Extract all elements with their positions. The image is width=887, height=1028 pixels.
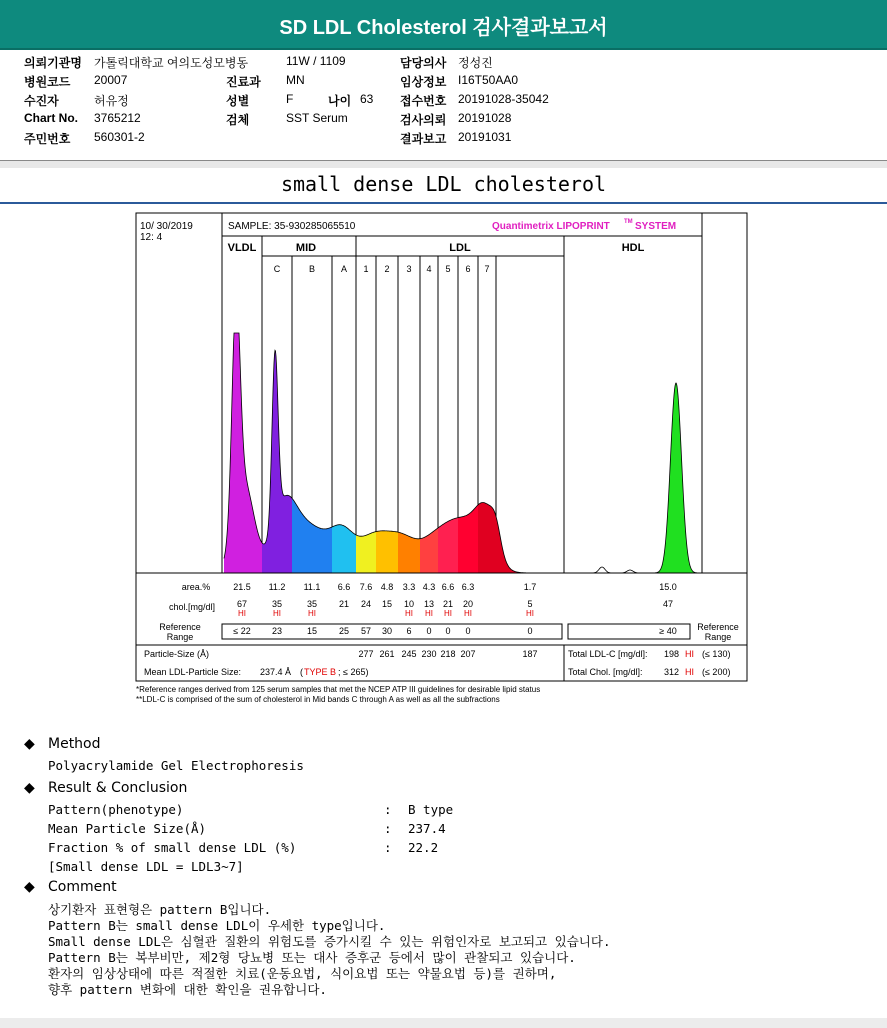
band-area-l1 [356,532,376,573]
clinical-label: 임상정보 [400,75,447,89]
band-label-A: A [340,264,348,274]
size-value-6: 207 [460,649,476,659]
ref-value-6: 0 [465,626,471,636]
area-value-7: 1.7 [523,582,537,592]
region-label-hdl: HDL [621,242,645,254]
chart-frame [136,213,747,681]
chart-brand: Quantimetrix LIPOPRINT [492,221,610,232]
area-value-VLDL: 21.5 [233,582,251,592]
band-label-4: 4 [426,264,432,274]
total-ldl-ref: (≤ 130) [702,649,731,659]
region-label-vldl: VLDL [227,242,257,254]
size-value-5: 218 [440,649,456,659]
request-label: 검사의뢰 [400,113,447,127]
specimen-label: 검체 [226,113,250,127]
comment-title: Comment [48,879,117,895]
code-value: 20007 [94,73,128,87]
region-label-ldl: LDL [449,242,471,254]
row-label-particle: Particle-Size (Å) [144,649,210,659]
mean-size-ref: ; ≤ 265) [338,667,369,677]
ref-right-label-1: Reference [697,622,739,632]
total-chol-label: Total Chol. [mg/dl]: [568,667,643,677]
result-label-1: Mean Particle Size(Å) [48,821,207,836]
area-value-2: 4.8 [380,582,394,592]
age-value: 63 [360,92,374,106]
area-value-6: 6.3 [461,582,475,592]
chol-value-6: 20 [462,599,474,609]
report-subtitle: small dense LDL cholesterol [280,172,607,196]
area-value-HDL: 15.0 [659,582,677,592]
row-label-chol: chol.[mg/dl] [168,602,216,612]
age-label: 나이 [328,94,352,108]
total-chol-flag: HI [685,667,694,677]
info-divider [0,160,887,168]
ref-value-C: 23 [271,626,283,636]
result-sep-0: : [384,802,392,817]
size-value-4: 230 [421,649,437,659]
mean-size-paren: ( [300,667,303,677]
mean-size-value: 237.4 Å [260,667,292,677]
size-value-3: 245 [401,649,417,659]
chol-value-A: 21 [338,599,350,609]
chart-sample: SAMPLE: 35-930285065510 [228,221,356,232]
total-ldl-flag: HI [685,649,694,659]
ref-value-HDL: ≥ 40 [659,626,677,636]
chart-no-label: Chart No. [24,111,78,125]
band-area-l2 [376,531,398,573]
diamond-bullet-icon: ◆ [24,736,35,752]
row-label-reference: Reference [159,622,201,632]
result-sep-2: : [384,840,392,855]
lipoprint-chart [134,210,750,710]
chol-flag-7: HI [526,609,534,618]
chol-value-2: 15 [381,599,393,609]
chol-flag-3: HI [405,609,413,618]
ref-value-A: 25 [338,626,350,636]
result-sep-1: : [384,821,392,836]
subtitle-divider [0,202,887,204]
comment-line-2: Small dense LDL은 심혈관 질환의 위험도를 증가시킬 수 있는 위험인자로 보고되고 있습니다. [48,934,611,949]
band-label-6: 6 [465,264,471,274]
chol-value-3: 10 [403,599,415,609]
chol-value-VLDL: 67 [236,599,248,609]
diamond-bullet-icon: ◆ [24,879,35,895]
area-value-3: 3.3 [402,582,416,592]
total-chol-value: 312 [664,667,680,677]
band-label-1: 1 [363,264,369,274]
ward-value: 11W / 1109 [286,54,346,68]
id-label: 주민번호 [24,132,71,146]
request-value: 20191028 [458,111,512,125]
footer-bar [0,1018,887,1028]
comment-line-4: 환자의 임상상태에 따른 적절한 치료(운동요법, 식이요법 또는 약물요법 등)를 권하며, [48,966,557,981]
chol-value-7: 5 [527,599,533,609]
lipoprint-svg [134,210,750,710]
chart-footnote-2: **LDL-C is comprised of the sum of cholesterol in Mid bands C through A as well as all the subfractions [136,695,500,704]
ref-value-3: 6 [406,626,412,636]
chol-value-4: 13 [423,599,435,609]
receipt-label: 접수번호 [400,94,447,108]
code-label: 병원코드 [24,75,71,89]
band-label-C: C [273,264,281,274]
patient-value: 허유정 [94,94,129,108]
result-note: [Small dense LDL = LDL3~7] [48,859,244,874]
clinical-value: I16T50AA0 [458,73,519,87]
sex-value: F [286,92,294,106]
specimen-value: SST Serum [286,111,348,125]
mean-size-type: TYPE B [304,667,337,677]
row-label-mean: Mean LDL-Particle Size: [144,667,242,677]
diamond-bullet-icon: ◆ [24,780,35,796]
chol-flag-5: HI [444,609,452,618]
chart-brand-tm: TM [624,219,633,225]
chol-flag-6: HI [464,609,472,618]
result-label-2: Fraction % of small dense LDL (%) [48,840,297,855]
result-value-1: 237.4 [408,821,446,836]
ref-value-5: 0 [445,626,451,636]
row-label-area: area.% [181,582,211,592]
hospital-label: 의뢰기관명 [24,56,82,70]
total-ldl-value: 198 [664,649,680,659]
size-value-7: 187 [522,649,538,659]
band-label-B: B [308,264,316,274]
report-title: SD LDL Cholesterol 검사결과보고서 [279,17,608,39]
sex-label: 성별 [226,94,250,108]
total-chol-ref: (≤ 200) [702,667,731,677]
comment-line-5: 향후 pattern 변화에 대한 확인을 권유합니다. [48,982,327,997]
chol-value-B: 35 [306,599,318,609]
method-title: Method [48,736,101,752]
comment-heading [24,879,117,895]
area-value-5: 6.6 [441,582,455,592]
patient-label: 수진자 [24,94,59,108]
chol-value-HDL: 47 [662,599,674,609]
band-label-2: 2 [384,264,390,274]
band-label-3: 3 [406,264,412,274]
area-value-C: 11.2 [268,582,286,592]
chol-flag-VLDL: HI [238,609,246,618]
row-label-range: Range [166,632,194,642]
dept-label: 진료과 [226,75,261,89]
comment-line-0: 상기환자 표현형은 pattern B입니다. [48,902,272,917]
comment-line-1: Pattern B는 small dense LDL이 우세한 type입니다. [48,918,386,933]
ref-value-7: 0 [527,626,533,636]
doctor-label: 담당의사 [400,56,447,70]
chol-value-1: 24 [360,599,372,609]
report-date-label: 결과보고 [400,132,447,146]
result-value-0: B type [408,802,454,817]
chart-brand-suffix: SYSTEM [635,221,677,232]
dept-value: MN [286,73,305,87]
comment-line-3: Pattern B는 복부비만, 제2형 당뇨병 또는 대사 증후군 등에서 많이 관찰되고 있습니다. [48,950,576,965]
doctor-value: 정성진 [458,56,493,70]
ref-value-1: 57 [360,626,372,636]
area-value-B: 11.1 [303,582,321,592]
area-value-A: 6.6 [337,582,351,592]
id-value: 560301-2 [94,130,145,144]
hospital-value: 가톨릭대학교 여의도성모병동 [94,56,249,70]
size-value-1: 277 [358,649,374,659]
chol-value-5: 21 [442,599,454,609]
chol-value-C: 35 [271,599,283,609]
area-value-1: 7.6 [359,582,373,592]
band-label-5: 5 [445,264,451,274]
size-value-2: 261 [379,649,395,659]
chol-flag-4: HI [425,609,433,618]
chart-time: 12: 4 [140,232,163,243]
chart-no-value: 3765212 [94,111,141,125]
report-title-bar [0,0,887,50]
ref-right-label-2: Range [704,632,732,642]
result-title: Result & Conclusion [48,780,188,796]
method-text: Polyacrylamide Gel Electrophoresis [48,758,304,773]
chol-flag-B: HI [308,609,316,618]
ref-value-B: 15 [306,626,318,636]
total-ldl-label: Total LDL-C [mg/dl]: [568,649,648,659]
area-value-4: 4.3 [422,582,436,592]
result-value-2: 22.2 [408,840,439,855]
ref-value-4: 0 [426,626,432,636]
report-date-value: 20191031 [458,130,512,144]
chol-flag-C: HI [273,609,281,618]
band-label-7: 7 [484,264,490,274]
chart-date: 10/ 30/2019 [140,221,193,232]
method-heading [24,736,101,752]
result-label-0: Pattern(phenotype) [48,802,184,817]
chart-footnote-1: *Reference ranges derived from 125 serum samples that met the NCEP ATP III guidelines for desirable lipid status [136,685,541,694]
region-label-mid: MID [295,242,317,254]
ref-value-2: 30 [381,626,393,636]
receipt-value: 20191028-35042 [458,92,549,106]
ref-value-VLDL: ≤ 22 [233,626,251,636]
result-heading [24,780,187,796]
